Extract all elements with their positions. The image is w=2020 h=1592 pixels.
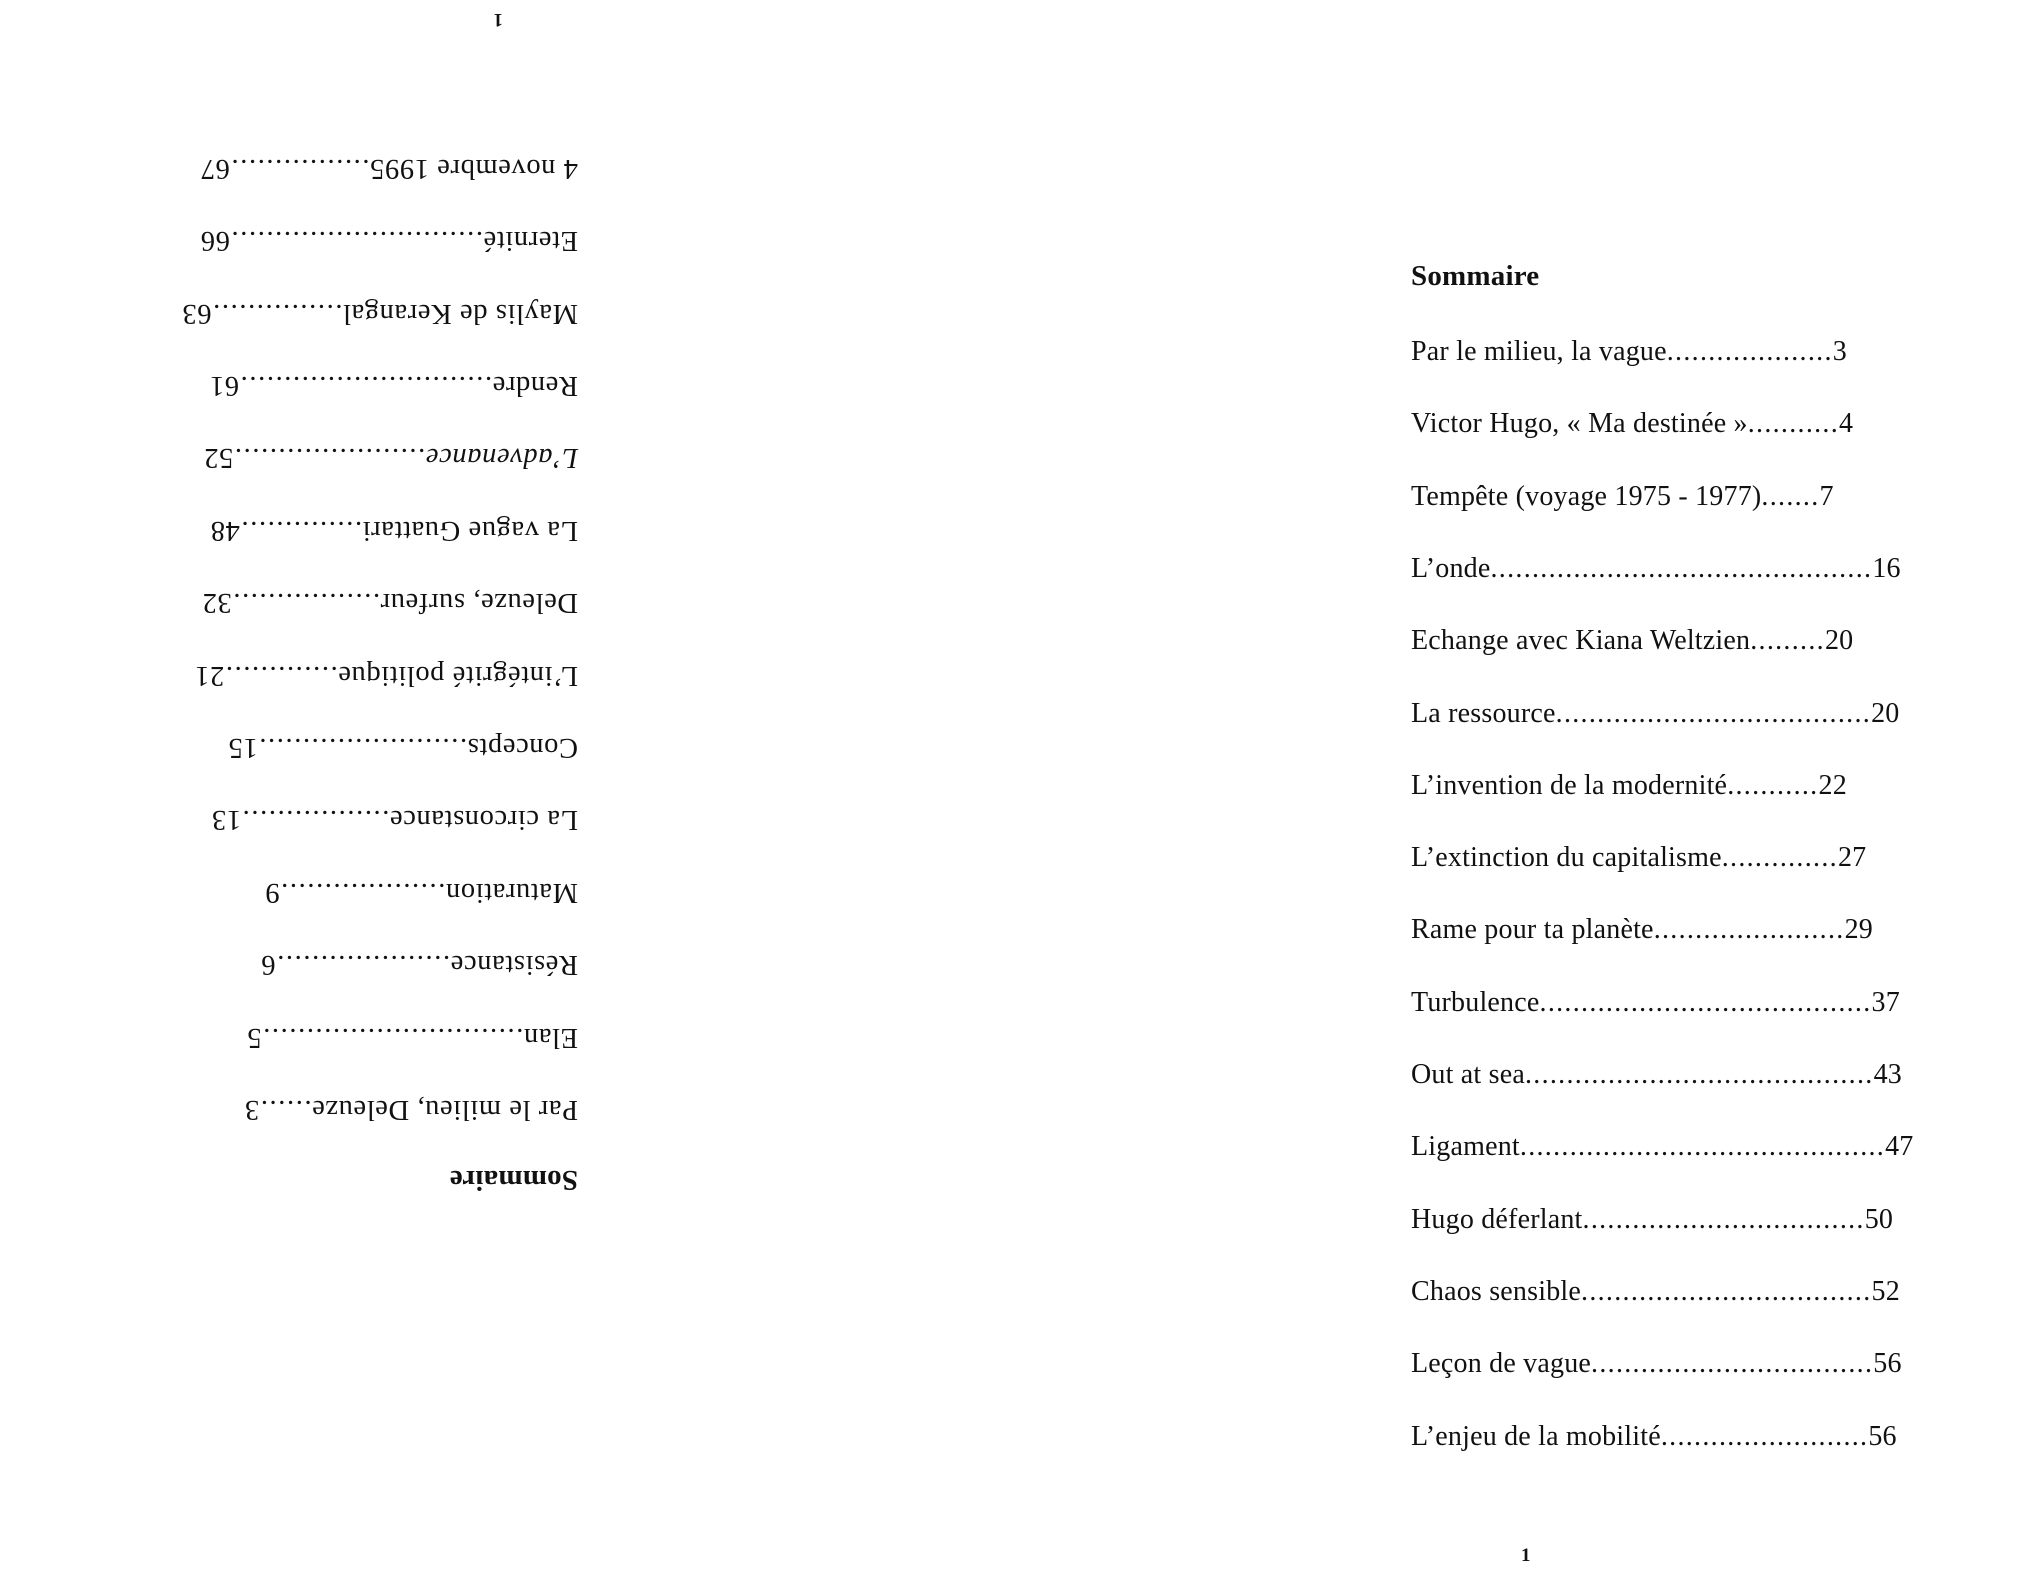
- toc-entry-title: Echange avec Kiana Weltzien: [1411, 625, 1751, 657]
- toc-entry-page-number: 22: [1818, 769, 1847, 801]
- toc-entry: [265, 877, 578, 906]
- toc-entry-title: Concepts: [467, 732, 578, 763]
- toc-entry-page-number: 32: [202, 587, 232, 619]
- toc-entry: [182, 298, 578, 327]
- toc-entry: [247, 1022, 578, 1051]
- toc-entry-title: Rame pour ta planète: [1411, 914, 1654, 946]
- toc-entry-title: L’onde: [1411, 552, 1491, 584]
- toc-entry: [195, 660, 578, 689]
- toc-entry: [1411, 410, 1853, 438]
- toc-entry-page-number: 67: [200, 152, 230, 184]
- toc-entry: [204, 443, 578, 472]
- toc-entry: [1411, 769, 1847, 801]
- toc-entry-title: Résistance: [450, 949, 578, 981]
- toc-entry: [209, 371, 578, 400]
- toc-entry-page-number: 20: [1871, 697, 1900, 729]
- toc-entry-title: Par le milieu, la vague: [1411, 336, 1667, 367]
- toc-dot-leader: ..............: [1721, 842, 1838, 874]
- toc-entry: [1411, 1061, 1902, 1089]
- toc-entry-title: La vague Guattari: [362, 514, 578, 546]
- toc-entry: [1411, 552, 1901, 584]
- toc-dot-leader: .........................: [1660, 1420, 1869, 1452]
- toc-entry: [1411, 986, 1900, 1018]
- right-page-number: 1: [1521, 1545, 1531, 1566]
- left-page-heading: Sommaire: [449, 1164, 578, 1196]
- toc-entry-page-number: 48: [210, 514, 240, 546]
- toc-entry: [1411, 1203, 1894, 1235]
- toc-entry: [1411, 480, 1834, 512]
- toc-entry-title: Leçon de vague: [1411, 1348, 1592, 1380]
- toc-entry-title: Chaos sensible: [1411, 1275, 1582, 1307]
- toc-dot-leader: ................: [229, 152, 370, 184]
- left-page-number: 1: [493, 9, 503, 30]
- toc-entry: [210, 515, 578, 544]
- toc-entry-page-number: 56: [1873, 1348, 1902, 1380]
- toc-entry-page-number: 52: [1871, 1275, 1900, 1307]
- toc-entry-page-number: 15: [228, 732, 258, 763]
- toc-dot-leader: ........................................: [1539, 986, 1872, 1018]
- toc-dot-leader: .............: [224, 659, 338, 691]
- toc-entry: [211, 805, 578, 834]
- toc-entry-page-number: 5: [246, 1021, 262, 1053]
- toc-entry-title: Maylis de Kerangal: [342, 297, 578, 329]
- toc-entry-page-number: 66: [200, 225, 230, 257]
- toc-entry: [1411, 697, 1900, 729]
- toc-entry: [244, 1095, 578, 1124]
- toc-entry-page-number: 21: [194, 659, 225, 691]
- toc-entry-page-number: 56: [1868, 1420, 1897, 1452]
- toc-dot-leader: ............................................: [1519, 1131, 1886, 1163]
- toc-entry-page-number: 43: [1873, 1059, 1902, 1090]
- toc-entry-title: La ressource: [1411, 697, 1556, 729]
- toc-entry-page-number: 29: [1844, 914, 1873, 946]
- toc-dot-leader: ..................................: [1582, 1203, 1865, 1235]
- toc-entry-page-number: 52: [203, 442, 234, 474]
- toc-dot-leader: .......................: [1653, 914, 1845, 946]
- toc-entry: [1411, 1420, 1897, 1452]
- toc-entry-title: Ligament: [1411, 1131, 1520, 1163]
- toc-entry-title: L’extinction du capitalisme: [1411, 842, 1722, 874]
- toc-entry-title: Out at sea: [1411, 1059, 1525, 1090]
- toc-entry: [200, 226, 578, 255]
- toc-entry-title: L’advenance: [425, 442, 578, 474]
- toc-entry: [1411, 844, 1866, 872]
- toc-dot-leader: ....................: [275, 949, 451, 981]
- toc-entry-page-number: 9: [264, 876, 280, 908]
- toc-entry-page-number: 16: [1872, 552, 1901, 584]
- toc-entry-title: La circonstance: [389, 804, 578, 836]
- toc-entry: [1411, 627, 1853, 655]
- toc-dot-leader: .............................: [239, 370, 493, 401]
- toc-entry-page-number: 13: [211, 804, 242, 836]
- toc-entry-page-number: 3: [244, 1094, 260, 1125]
- toc-dot-leader: .................: [231, 587, 381, 619]
- toc-entry-title: Tempête (voyage 1975 - 1977): [1411, 480, 1762, 512]
- toc-dot-leader: ......................................: [1555, 697, 1872, 729]
- toc-entry-page-number: 7: [1819, 480, 1834, 512]
- toc-entry-title: Deleuze, surfeur: [380, 587, 578, 619]
- toc-entry-title: Par le milieu, Deleuze: [311, 1094, 578, 1125]
- toc-entry: [1411, 1350, 1902, 1378]
- toc-entry-title: Elan: [523, 1021, 578, 1053]
- toc-entry-title: 4 novembre 1995: [369, 152, 578, 184]
- right-page-heading: Sommaire: [1411, 260, 1540, 292]
- toc-entry-title: Maturation: [445, 876, 578, 908]
- toc-entry-title: Rendre: [492, 370, 578, 401]
- toc-dot-leader: ...................................: [1581, 1275, 1872, 1307]
- toc-entry: [1411, 916, 1873, 944]
- toc-entry-page-number: 61: [209, 370, 240, 401]
- toc-entry: [202, 588, 578, 617]
- toc-entry-page-number: 6: [260, 949, 276, 981]
- toc-entry-title: L’intégrité politique: [337, 659, 578, 691]
- toc-entry-title: Eternité: [482, 225, 578, 257]
- toc-entry: [1411, 338, 1847, 366]
- toc-dot-leader: .............................: [229, 225, 483, 257]
- toc-dot-leader: ...................: [279, 876, 446, 908]
- toc-entry: [261, 950, 578, 979]
- toc-dot-leader: ..............: [239, 514, 363, 546]
- toc-entry: [228, 733, 578, 762]
- toc-dot-leader: .......: [1761, 480, 1820, 512]
- toc-dot-leader: ........................: [257, 732, 468, 763]
- toc-dot-leader: ......: [259, 1094, 312, 1125]
- toc-entry-title: Victor Hugo, « Ma destinée »: [1411, 408, 1748, 440]
- toc-dot-leader: ....................: [1666, 336, 1833, 367]
- toc-entry-page-number: 3: [1832, 336, 1847, 367]
- toc-dot-leader: ..............................: [261, 1021, 524, 1053]
- toc-dot-leader: ..............................................: [1490, 552, 1873, 584]
- toc-entry: [200, 153, 578, 182]
- toc-dot-leader: .................: [241, 804, 390, 836]
- right-page: [1010, 0, 2020, 1592]
- toc-entry-title: Hugo déferlant: [1411, 1203, 1583, 1235]
- toc-dot-leader: ..................................: [1591, 1348, 1874, 1380]
- toc-dot-leader: ...........: [1747, 408, 1840, 440]
- toc-entry-page-number: 20: [1824, 625, 1854, 657]
- toc-entry: [1411, 1133, 1914, 1161]
- toc-entry-page-number: 47: [1885, 1131, 1914, 1163]
- toc-entry: [1411, 1275, 1900, 1307]
- toc-entry-page-number: 37: [1871, 986, 1900, 1018]
- toc-entry-page-number: 63: [181, 297, 212, 329]
- toc-entry-title: L’invention de la modernité: [1411, 769, 1728, 801]
- toc-entry-page-number: 50: [1864, 1203, 1894, 1235]
- toc-entry-page-number: 4: [1839, 408, 1854, 440]
- toc-dot-leader: ...............: [211, 297, 343, 329]
- toc-dot-leader: ...........: [1727, 769, 1819, 801]
- toc-dot-leader: ..........................................: [1524, 1059, 1874, 1090]
- toc-dot-leader: ......................: [233, 442, 426, 474]
- toc-dot-leader: .........: [1750, 625, 1825, 657]
- toc-entry-page-number: 27: [1837, 842, 1867, 874]
- toc-entry-title: L’enjeu de la mobilité: [1411, 1420, 1661, 1452]
- toc-entry-title: Turbulence: [1411, 986, 1540, 1018]
